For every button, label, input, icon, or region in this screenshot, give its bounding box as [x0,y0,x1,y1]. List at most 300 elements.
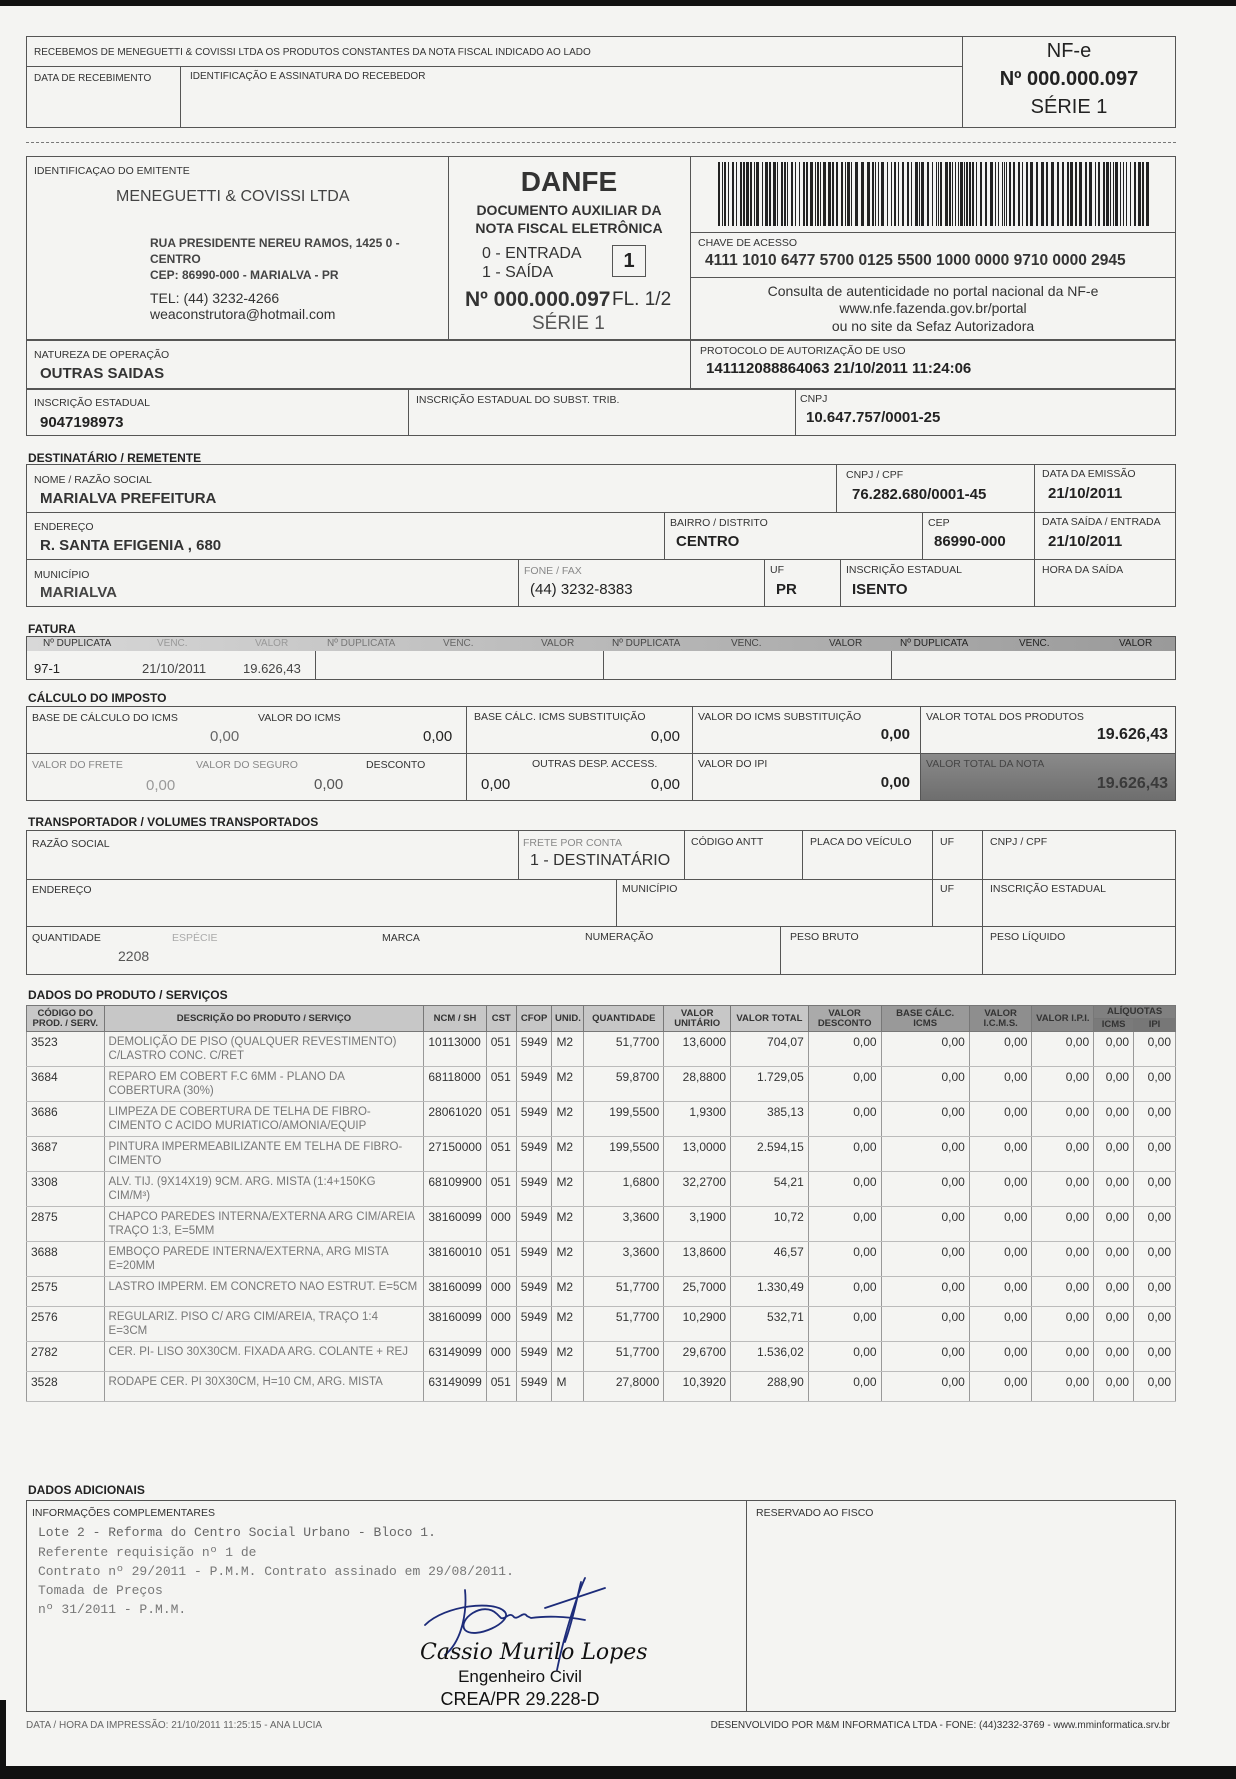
cell-desconto: 0,00 [808,1032,881,1067]
protocolo-value: 141112088864063 21/10/2011 11:24:06 [706,360,972,377]
cell-unit: 13,6000 [664,1032,731,1067]
cell-icms: 0,00 [969,1207,1032,1242]
cell-aliq_icms: 0,00 [1094,1207,1134,1242]
cell-ncm: 63149099 [424,1342,486,1372]
dest-cnpj-label: CNPJ / CPF [846,469,904,481]
cell-icms: 0,00 [969,1067,1032,1102]
dest-cnpj: 76.282.680/0001-45 [852,486,987,503]
dest-municipio: MARIALVA [40,584,117,601]
cell-cod: 3308 [27,1172,105,1207]
dest-bairro-label: BAIRRO / DISTRITO [670,517,768,529]
cell-ncm: 38160099 [424,1277,486,1307]
cell-cfop: 5949 [516,1102,552,1137]
col-quantidade: QUANTIDADE [584,1006,664,1032]
canhoto-serie: SÉRIE 1 [1030,96,1108,118]
seguro-label: VALOR DO SEGURO [196,759,298,771]
cell-total: 2.594,15 [731,1137,809,1172]
cell-unid: M2 [552,1137,584,1172]
cell-cst: 051 [486,1242,516,1277]
cell-icms: 0,00 [969,1242,1032,1277]
cell-aliq_icms: 0,00 [1094,1277,1134,1307]
cell-aliq_ipi: 0,00 [1134,1137,1176,1172]
cell-desc: PINTURA IMPERMEABILIZANTE EM TELHA DE FIBRO-CIMENTO [104,1137,424,1172]
cell-icms: 0,00 [969,1372,1032,1402]
transp-cnpj-label: CNPJ / CPF [990,836,1048,848]
cell-ncm: 27150000 [424,1137,486,1172]
cell-unit: 13,8600 [664,1242,731,1277]
cell-base: 0,00 [881,1067,969,1102]
table-row [27,1277,1176,1307]
col-aliq-ipi: IPI [1134,1019,1176,1032]
destinatario-section: DESTINATÁRIO / REMETENTE [28,451,202,465]
cell-aliq_icms: 0,00 [1094,1372,1134,1402]
frete-label: VALOR DO FRETE [32,759,123,771]
cell-aliq_icms: 0,00 [1094,1102,1134,1137]
transp-marca-label: MARCA [382,932,420,944]
cell-cfop: 5949 [516,1137,552,1172]
cell-qtd: 59,8700 [584,1067,664,1102]
cell-cod: 2875 [27,1207,105,1242]
transp-especie-label: ESPÉCIE [172,932,218,944]
ie-value: 9047198973 [40,414,124,431]
cell-desconto: 0,00 [808,1067,881,1102]
cell-ipi: 0,00 [1032,1207,1094,1242]
imposto-section: CÁLCULO DO IMPOSTO [28,691,167,705]
cell-cst: 051 [486,1102,516,1137]
cell-unit: 3,1900 [664,1207,731,1242]
cell-desconto: 0,00 [808,1277,881,1307]
cut-line [26,142,1176,143]
transp-razao-label: RAZÃO SOCIAL [32,838,110,850]
transp-frete-label: FRETE POR CONTA [523,837,622,849]
col-unid: UNID. [552,1006,584,1032]
info-label: INFORMAÇÕES COMPLEMENTARES [32,1507,215,1519]
info-line-4: Tomada de Preços [38,1583,163,1598]
table-row [27,1242,1176,1277]
cell-aliq_ipi: 0,00 [1134,1242,1176,1277]
cell-total: 288,90 [731,1372,809,1402]
cell-icms: 0,00 [969,1277,1032,1307]
consulta-line1: Consulta de autenticidade no portal nacional da NF-e [767,283,1099,299]
canhoto-sign-label: IDENTIFICAÇÃO E ASSINATURA DO RECEBEDOR [190,71,426,82]
cell-icms: 0,00 [969,1102,1032,1137]
valor-st-label: VALOR DO ICMS SUBSTITUIÇÃO [698,711,862,723]
cell-cod: 3684 [27,1067,105,1102]
table-row [27,1102,1176,1137]
cell-ipi: 0,00 [1032,1032,1094,1067]
cell-icms: 0,00 [969,1307,1032,1342]
natureza-label: NATUREZA DE OPERAÇÃO [34,349,170,361]
cell-ipi: 0,00 [1032,1372,1094,1402]
cell-qtd: 199,5500 [584,1137,664,1172]
cell-ipi: 0,00 [1032,1242,1094,1277]
cell-unit: 13,0000 [664,1137,731,1172]
cell-desc: RODAPE CER. PI 30X30CM, H=10 CM, ARG. MISTA [104,1372,424,1402]
danfe-entrada: 0 - ENTRADA [482,245,582,262]
cell-desconto: 0,00 [808,1102,881,1137]
dest-fone: (44) 3232-8383 [530,581,633,598]
cell-unid: M2 [552,1172,584,1207]
cell-cod: 2782 [27,1342,105,1372]
cell-desconto: 0,00 [808,1342,881,1372]
transp-municipio-label: MUNICÍPIO [622,883,678,895]
cell-icms: 0,00 [969,1342,1032,1372]
cell-unid: M2 [552,1032,584,1067]
table-row [27,1372,1176,1402]
cell-cst: 051 [486,1067,516,1102]
danfe-tipo: 1 [612,245,646,277]
fisco-label: RESERVADO AO FISCO [756,1507,874,1519]
cell-desc: REPARO EM COBERT F.C 6MM - PLANO DA COBERTURA (30%) [104,1067,424,1102]
base-icms-label: BASE DE CÁLCULO DO ICMS [32,712,178,724]
cell-unid: M2 [552,1102,584,1137]
cell-desc: REGULARIZ. PISO C/ ARG CIM/AREIA, TRAÇO 1:4 E=3CM [104,1307,424,1342]
table-row [27,1172,1176,1207]
cell-cfop: 5949 [516,1242,552,1277]
transp-endereco-label: ENDEREÇO [32,884,92,896]
cell-base: 0,00 [881,1032,969,1067]
cell-ncm: 38160010 [424,1242,486,1277]
footer-right: DESENVOLVIDO POR M&M INFORMATICA LTDA - FONE: (44)3232-3769 - www.mminformatica.srv.br [710,1720,1170,1731]
table-row [27,1032,1176,1067]
scan-left-edge [0,1700,6,1779]
transp-ie-label: INSCRIÇÃO ESTADUAL [990,883,1106,895]
desconto-label: DESCONTO [366,759,426,771]
col-ncm: NCM / SH [424,1006,486,1032]
adicionais-section: DADOS ADICIONAIS [28,1483,145,1497]
cell-cod: 3528 [27,1372,105,1402]
cell-cst: 051 [486,1172,516,1207]
total-prod-label: VALOR TOTAL DOS PRODUTOS [926,711,1084,723]
cell-unit: 28,8800 [664,1067,731,1102]
cell-icms: 0,00 [969,1172,1032,1207]
transp-peso-bruto-label: PESO BRUTO [790,931,859,943]
canhoto-date-label: DATA DE RECEBIMENTO [34,73,152,84]
transp-peso-liquido-label: PESO LÍQUIDO [990,931,1066,943]
cell-aliq_ipi: 0,00 [1134,1342,1176,1372]
cnpj-label: CNPJ [800,393,828,405]
cell-aliq_icms: 0,00 [1094,1172,1134,1207]
cell-cst: 051 [486,1032,516,1067]
transp-uf2-label: UF [940,883,954,895]
col-valor-icms: VALOR I.C.M.S. [969,1006,1032,1032]
cell-base: 0,00 [881,1137,969,1172]
cell-base: 0,00 [881,1242,969,1277]
cell-cfop: 5949 [516,1172,552,1207]
cell-desconto: 0,00 [808,1137,881,1172]
cell-unit: 25,7000 [664,1277,731,1307]
signer-name: Cassio Murilo Lopes [420,1640,648,1665]
danfe-sub1: DOCUMENTO AUXILIAR DA [476,202,662,218]
total-prod: 19.626,43 [1096,726,1168,743]
cell-cfop: 5949 [516,1372,552,1402]
dest-ie: ISENTO [852,581,908,598]
cnpj-value: 10.647.757/0001-25 [806,409,941,426]
consulta-line3: ou no site da Sefaz Autorizadora [831,318,1035,334]
consulta-line2: www.nfe.fazenda.gov.br/portal [839,300,1027,316]
transp-frete: 1 - DESTINATÁRIO [530,852,671,869]
cell-aliq_ipi: 0,00 [1134,1372,1176,1402]
cell-qtd: 1,6800 [584,1172,664,1207]
cell-ncm: 10113000 [424,1032,486,1067]
cell-base: 0,00 [881,1102,969,1137]
cell-base: 0,00 [881,1307,969,1342]
col-codigo: CÓDIGO DO PROD. / SERV. [27,1006,105,1032]
cell-qtd: 51,7700 [584,1032,664,1067]
ipi-label: VALOR DO IPI [698,758,768,770]
cell-unid: M2 [552,1342,584,1372]
fatura-valor: 19.626,43 [243,661,301,676]
fatura-section: FATURA [28,622,76,636]
danfe-numero: Nº 000.000.097 [465,288,611,311]
canhoto-nfe: NF-e [1046,40,1092,62]
cell-ipi: 0,00 [1032,1067,1094,1102]
danfe-folha: FL. 1/2 [612,289,672,310]
col-valor-desconto: VALOR DESCONTO [808,1006,881,1032]
valor-icms: 0,00 [423,728,453,745]
cell-aliq_icms: 0,00 [1094,1307,1134,1342]
cell-total: 1.536,02 [731,1342,809,1372]
cell-base: 0,00 [881,1207,969,1242]
valor-icms-label: VALOR DO ICMS [258,712,341,724]
desconto: 0,00 [481,776,511,793]
cell-total: 1.729,05 [731,1067,809,1102]
dest-cep-label: CEP [928,517,950,529]
transp-antt-label: CÓDIGO ANTT [691,836,764,848]
cell-icms: 0,00 [969,1032,1032,1067]
canhoto-text: RECEBEMOS DE MENEGUETTI & COVISSI LTDA OS PRODUTOS CONSTANTES DA NOTA FISCAL INDICADO AO LADO [34,47,591,58]
emitente-label: IDENTIFICAÇAO DO EMITENTE [34,165,190,177]
footer-left: DATA / HORA DA IMPRESSÃO: 21/10/2011 11:25:15 - ANA LUCIA [26,1720,323,1731]
col-valor-ipi: VALOR I.P.I. [1032,1006,1094,1032]
dest-municipio-label: MUNICÍPIO [34,569,90,581]
cell-desconto: 0,00 [808,1372,881,1402]
transp-numeracao-label: NUMERAÇÃO [585,931,654,943]
cell-unid: M [552,1372,584,1402]
scan-bottom-edge [0,1766,1236,1779]
danfe-serie: SÉRIE 1 [532,313,605,334]
cell-aliq_ipi: 0,00 [1134,1207,1176,1242]
ipi: 0,00 [880,774,910,791]
produtos-section: DADOS DO PRODUTO / SERVIÇOS [28,988,228,1002]
cell-cfop: 5949 [516,1342,552,1372]
col-aliquotas: ALÍQUOTAS [1094,1006,1176,1019]
table-row [27,1137,1176,1172]
cell-ncm: 38160099 [424,1207,486,1242]
cell-desc: DEMOLIÇÃO DE PISO (QUALQUER REVESTIMENTO) C/LASTRO CONC. C/RET [104,1032,424,1067]
fatura-venc: 21/10/2011 [142,661,207,676]
dest-saida: 21/10/2011 [1048,533,1123,550]
cell-unid: M2 [552,1277,584,1307]
cell-ipi: 0,00 [1032,1172,1094,1207]
cell-ipi: 0,00 [1032,1277,1094,1307]
cell-unid: M2 [552,1207,584,1242]
dest-cep: 86990-000 [934,533,1006,550]
cell-ipi: 0,00 [1032,1102,1094,1137]
dest-hora-label: HORA DA SAÍDA [1042,564,1124,576]
cell-qtd: 3,3600 [584,1242,664,1277]
cell-total: 10,72 [731,1207,809,1242]
signer-crea: CREA/PR 29.228-D [440,1689,600,1709]
dest-ie-label: INSCRIÇÃO ESTADUAL [846,564,962,576]
cell-cfop: 5949 [516,1032,552,1067]
info-line-5: nº 31/2011 - P.M.M. [38,1602,187,1617]
col-aliq-icms: ICMS [1094,1019,1134,1032]
cell-unid: M2 [552,1067,584,1102]
cell-unit: 29,6700 [664,1342,731,1372]
dest-bairro: CENTRO [676,533,740,550]
ie-label: INSCRIÇÃO ESTADUAL [34,397,150,409]
cell-cod: 3686 [27,1102,105,1137]
fatura-header: Nº DUPLICATA VENC. VALOR Nº DUPLICATA VENC. VALOR Nº DUPLICATA VENC. VALOR Nº DUPLICATA VENC. VALOR [27,637,1175,651]
cell-aliq_icms: 0,00 [1094,1242,1134,1277]
cell-aliq_ipi: 0,00 [1134,1172,1176,1207]
base-icms: 0,00 [210,728,240,745]
cell-qtd: 27,8000 [584,1372,664,1402]
protocolo-label: PROTOCOLO DE AUTORIZAÇÃO DE USO [700,345,906,357]
table-row [27,1307,1176,1342]
danfe-title: DANFE [520,166,618,197]
total-nota-label: VALOR TOTAL DA NOTA [926,758,1045,770]
cell-qtd: 51,7700 [584,1342,664,1372]
cell-aliq_icms: 0,00 [1094,1137,1134,1172]
seguro: 0,00 [314,776,344,793]
emitente-tel: TEL: (44) 3232-4266 [150,290,280,306]
base-st-label: BASE CÁLC. ICMS SUBSTITUIÇÃO [474,711,646,723]
cell-aliq_ipi: 0,00 [1134,1307,1176,1342]
cell-desc: LASTRO IMPERM. EM CONCRETO NAO ESTRUT. E=5CM [104,1277,424,1307]
dest-uf: PR [776,581,797,598]
dest-emissao: 21/10/2011 [1048,485,1123,502]
cell-cod: 2576 [27,1307,105,1342]
cell-icms: 0,00 [969,1137,1032,1172]
cell-ipi: 0,00 [1032,1137,1094,1172]
table-row [27,1067,1176,1102]
cell-cod: 3688 [27,1242,105,1277]
scan-top-edge [0,0,1236,6]
signer-role: Engenheiro Civil [458,1667,582,1686]
cell-desconto: 0,00 [808,1307,881,1342]
danfe-sub2: NOTA FISCAL ELETRÔNICA [475,220,663,236]
danfe-saida: 1 - SAÍDA [482,264,554,281]
transportador-section: TRANSPORTADOR / VOLUMES TRANSPORTADOS [28,815,319,829]
emitente-addr2: CENTRO [150,252,201,266]
products-table [26,1005,1176,1402]
cell-unid: M2 [552,1242,584,1277]
dest-nome: MARIALVA PREFEITURA [40,490,217,507]
cell-aliq_icms: 0,00 [1094,1342,1134,1372]
cell-total: 1.330,49 [731,1277,809,1307]
cell-desc: ALV. TIJ. (9X14X19) 9CM. ARG. MISTA (1:4+150KG CIM/M³) [104,1172,424,1207]
cell-ipi: 0,00 [1032,1307,1094,1342]
cell-cst: 000 [486,1207,516,1242]
chave-label: CHAVE DE ACESSO [698,237,798,249]
transp-qtd-label: QUANTIDADE [32,932,101,944]
total-nota: 19.626,43 [1096,775,1168,792]
col-descricao: DESCRIÇÃO DO PRODUTO / SERVIÇO [104,1006,424,1032]
cell-base: 0,00 [881,1172,969,1207]
cell-cfop: 5949 [516,1207,552,1242]
cell-cfop: 5949 [516,1067,552,1102]
cell-desc: CHAPCO PAREDES INTERNA/EXTERNA ARG CIM/AREIA TRAÇO 1:3, E=5MM [104,1207,424,1242]
cell-qtd: 3,3600 [584,1207,664,1242]
col-cst: CST [486,1006,516,1032]
cell-cst: 051 [486,1372,516,1402]
transp-placa-label: PLACA DO VEÍCULO [810,836,912,848]
cell-desc: CER. PI- LISO 30X30CM. FIXADA ARG. COLANTE + REJ [104,1342,424,1372]
cell-unit: 10,2900 [664,1307,731,1342]
cell-unit: 10,3920 [664,1372,731,1402]
natureza-box [26,340,1176,389]
cell-qtd: 199,5500 [584,1102,664,1137]
cell-total: 54,21 [731,1172,809,1207]
fatura-dup: 97-1 [34,661,61,676]
cell-unit: 1,9300 [664,1102,731,1137]
cell-unid: M2 [552,1307,584,1342]
col-valor-unitario: VALOR UNITÁRIO [664,1006,731,1032]
cell-cfop: 5949 [516,1307,552,1342]
dest-fone-label: FONE / FAX [524,565,582,577]
emitente-email: weaconstrutora@hotmail.com [150,306,336,322]
cell-unit: 32,2700 [664,1172,731,1207]
cell-desc: EMBOÇO PAREDE INTERNA/EXTERNA, ARG MISTA E=20MM [104,1242,424,1277]
transp-qtd: 2208 [118,948,150,964]
cell-desconto: 0,00 [808,1207,881,1242]
cell-ncm: 68109900 [424,1172,486,1207]
cell-qtd: 51,7700 [584,1277,664,1307]
cell-ipi: 0,00 [1032,1342,1094,1372]
emitente-addr3: CEP: 86990-000 - MARIALVA - PR [150,268,339,282]
emitente-addr1: RUA PRESIDENTE NEREU RAMOS, 1425 0 - [150,236,400,250]
cell-cod: 3687 [27,1137,105,1172]
cell-ncm: 38160099 [424,1307,486,1342]
cell-desconto: 0,00 [808,1172,881,1207]
canhoto-numero: Nº 000.000.097 [999,68,1139,90]
cell-ncm: 68118000 [424,1067,486,1102]
cell-base: 0,00 [881,1372,969,1402]
cell-aliq_icms: 0,00 [1094,1032,1134,1067]
cell-qtd: 51,7700 [584,1307,664,1342]
transp-uf-label: UF [940,836,954,848]
natureza-value: OUTRAS SAIDAS [40,365,165,382]
emitente-name: MENEGUETTI & COVISSI LTDA [116,188,350,205]
cell-base: 0,00 [881,1277,969,1307]
chave-value: 4111 1010 6477 5700 0125 5500 1000 0000 9710 0000 2945 [705,252,1126,269]
valor-st: 0,00 [880,726,910,743]
cell-cst: 000 [486,1307,516,1342]
cell-aliq_icms: 0,00 [1094,1067,1134,1102]
cell-cst: 000 [486,1277,516,1307]
cell-desc: LIMPEZA DE COBERTURA DE TELHA DE FIBRO-CIMENTO C ACIDO MURIATICO/AMONIA/EQUIP [104,1102,424,1137]
cell-total: 385,13 [731,1102,809,1137]
dest-saida-label: DATA SAÍDA / ENTRADA [1042,516,1161,528]
outras: 0,00 [650,776,680,793]
cell-aliq_ipi: 0,00 [1134,1067,1176,1102]
info-line-2: Referente requisição nº 1 de [38,1545,257,1560]
dest-emissao-label: DATA DA EMISSÃO [1042,468,1136,480]
cell-aliq_ipi: 0,00 [1134,1277,1176,1307]
outras-label: OUTRAS DESP. ACCESS. [532,758,658,770]
frete: 0,00 [146,777,176,794]
cell-total: 46,57 [731,1242,809,1277]
dest-endereco-label: ENDEREÇO [34,521,94,533]
table-row [27,1207,1176,1242]
cell-cod: 3523 [27,1032,105,1067]
cell-aliq_ipi: 0,00 [1134,1102,1176,1137]
barcode [718,162,1154,226]
cell-base: 0,00 [881,1342,969,1372]
cell-total: 704,07 [731,1032,809,1067]
